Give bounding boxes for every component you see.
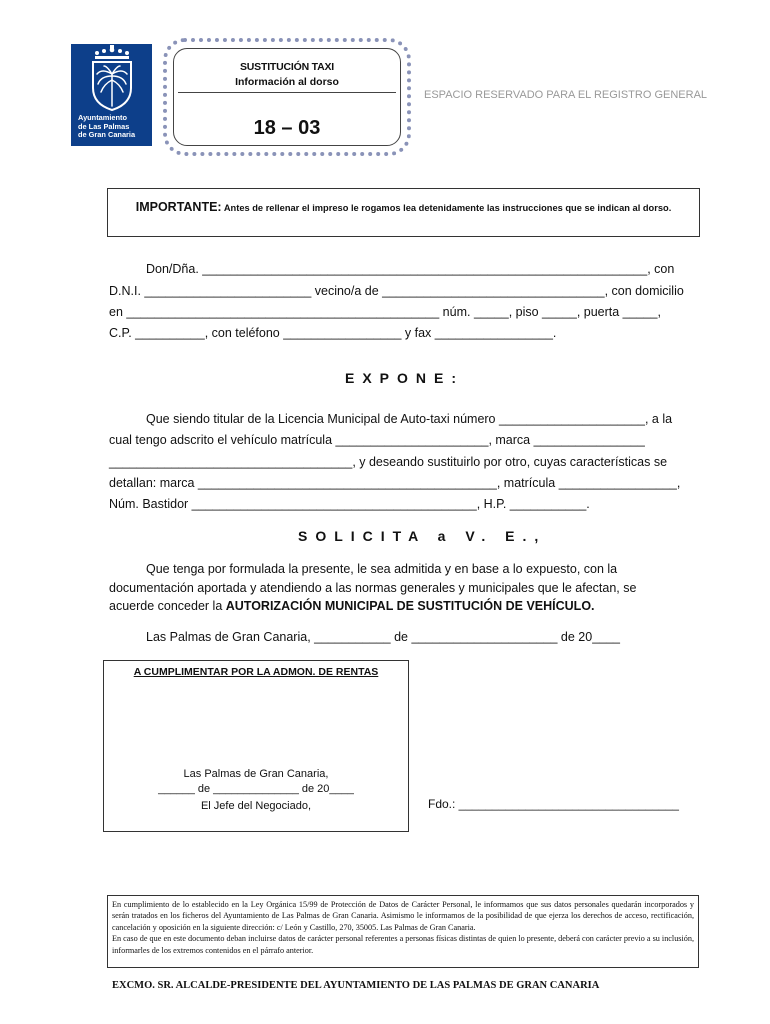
applicant-dni-line[interactable]: D.N.I. ________________________ vecino/a de ________________________________, con domicilio	[109, 284, 684, 298]
logo-text-line: Ayuntamiento	[78, 113, 127, 122]
form-title: SUSTITUCIÓN TAXI	[239, 61, 335, 73]
form-code: 18 – 03	[253, 117, 321, 139]
solicita-line: Que tenga por formulada la presente, le sea admitida y en base a lo expuesto, con la	[146, 562, 618, 576]
form-subtitle: Información al dorso	[235, 76, 339, 88]
header-divider	[178, 92, 396, 93]
solicita-request-title: AUTORIZACIÓN MUNICIPAL DE SUSTITUCIÓN DE VEHÍCULO.	[225, 599, 595, 613]
logo-text	[78, 114, 150, 140]
data-protection-notice	[107, 895, 699, 968]
rentas-signer: El Jefe del Negociado,	[200, 800, 312, 812]
applicant-address-line[interactable]: en _____________________________________________ núm. _____, piso _____, puerta _____,	[109, 305, 661, 319]
rentas-place: Las Palmas de Gran Canaria,	[183, 768, 329, 780]
logo-text-line: de Las Palmas	[78, 121, 130, 131]
logo-text-line: de Gran Canaria	[78, 130, 136, 140]
solicita-heading: SOLICITA a V. E.,	[298, 528, 547, 544]
expone-heading: EXPONE:	[345, 370, 465, 386]
date-line[interactable]: Las Palmas de Gran Canaria, ___________ de _____________________ de 20____	[146, 630, 621, 644]
legal-paragraph: En caso de que en este documento deban incluirse datos de carácter personal referentes a personas físicas distintas de quien lo presente, deberá con carácter previo a su inclusión, informarles de los extremos contenidos en el párrafo anterior.	[112, 934, 694, 955]
palm-shield-icon	[71, 44, 152, 114]
applicant-name-line[interactable]: Don/Dña. ________________________________________________________________, con	[146, 262, 675, 276]
solicita-line: documentación aportada y atendiendo a las normas generales y municipales que le afectan, se	[109, 581, 637, 595]
expone-line[interactable]: cual tengo adscrito el vehículo matrícula ______________________, marca ________________	[109, 433, 645, 447]
form-header-inner	[173, 48, 401, 146]
expone-line[interactable]: ___________________________________, y deseando sustituirlo por otro, cuyas características se	[109, 455, 668, 469]
city-council-logo	[71, 44, 152, 146]
important-text: Antes de rellenar el impreso le rogamos lea detenidamente las instrucciones que se indican al dorso.	[223, 203, 672, 213]
signature-line[interactable]: Fdo.: _________________________________	[428, 797, 679, 811]
legal-paragraph: En cumplimiento de lo establecido en la Ley Orgánica 15/99 de Protección de Datos de Carácter Personal, le informamos que sus datos personales quedarán incorporados y serán tratados en los ficheros del Ayuntamiento de Las Palmas de Gran Canaria. Asimismo le informamos de la posibilidad de que ejerza los derechos de acceso, rectificación, cancelación y oposición en la siguiente dirección: c/ León y Castillo, 270, 35005. Las Palmas de Gran Canaria.	[112, 900, 694, 932]
important-notice	[107, 188, 700, 237]
applicant-contact-line[interactable]: C.P. __________, con teléfono _________________ y fax _________________.	[109, 326, 557, 340]
solicita-line	[109, 599, 595, 613]
expone-line[interactable]: detallan: marca ___________________________________________, matrícula _________________,	[109, 476, 681, 490]
expone-line[interactable]: Que siendo titular de la Licencia Municipal de Auto-taxi número _____________________, a la	[146, 412, 673, 426]
rentas-date: ______ de ______________ de 20____	[158, 783, 354, 795]
form-header-box	[163, 38, 411, 156]
rentas-title: A CUMPLIMENTAR POR LA ADMON. DE RENTAS	[133, 666, 379, 678]
addressee-footer: EXCMO. SR. ALCALDE-PRESIDENTE DEL AYUNTAMIENTO DE LAS PALMAS DE GRAN CANARIA	[112, 980, 600, 991]
important-label: IMPORTANTE:	[135, 200, 222, 214]
registry-reserved-area: ESPACIO RESERVADO PARA EL REGISTRO GENERAL	[424, 89, 708, 101]
expone-line[interactable]: Núm. Bastidor _________________________________________, H.P. ___________.	[109, 497, 590, 511]
solicita-line-text: acuerde conceder la	[109, 599, 226, 613]
rentas-admin-box	[103, 660, 409, 832]
